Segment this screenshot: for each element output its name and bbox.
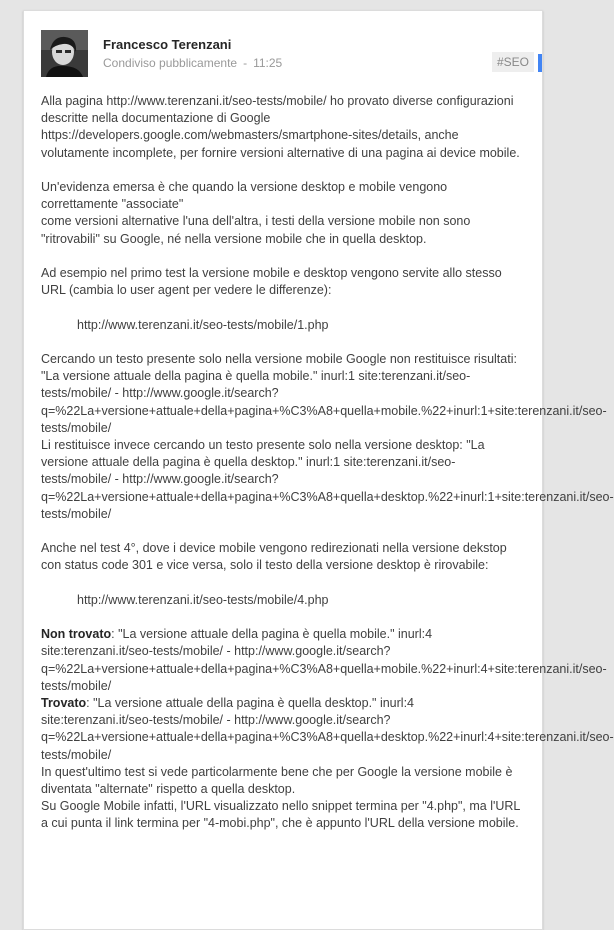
paragraph-4b: Li restituisce invece cercando un testo presente solo nella versione desktop: "La versione attuale della pagina è quella desktop." inurl:1 site:terenzani.it/seo-tests/mobile/ - http://www.google.it/search?q=%22La+versione+attuale+della+pagina+%C3%A8+quella+desktop.%22+inurl:1+site:terenzani.it/seo-tests/mobile/ bbox=[41, 438, 614, 521]
author-name[interactable]: Francesco Terenzani bbox=[103, 37, 232, 52]
paragraph-6b: Su Google Mobile infatti, l'URL visualizzato nello snippet termina per "4.php", ma l'URL a cui punta il link termina per "4-mobi.php", che è appunto l'URL della versione mobile. bbox=[41, 799, 520, 831]
post-meta bbox=[103, 56, 282, 70]
paragraph-3: Ad esempio nel primo test la versione mobile e desktop vengono servite allo stesso URL (cambia lo user agent per vedere le differenze): bbox=[41, 266, 502, 298]
found-label: Trovato bbox=[41, 696, 87, 710]
post-card bbox=[23, 10, 614, 930]
paragraph-2a: Un'evidenza emersa è che quando la versione desktop e mobile vengono correttamente "associate" bbox=[41, 180, 448, 212]
not-found-text: : "La versione attuale della pagina è quella mobile." inurl:4 site:terenzani.it/seo-tests/mobile/ - http://www.google.it/search?q=%22La+versione+attuale+della+pagina+%C3%A8+quella+mobile.%22+inurl:4+site:terenzani.it/seo-tests/mobile/ bbox=[41, 627, 607, 693]
avatar-photo-icon bbox=[41, 30, 88, 77]
link-test-4[interactable]: http://www.terenzani.it/seo-tests/mobile/4.php bbox=[77, 592, 329, 607]
paragraph-1: Alla pagina http://www.terenzani.it/seo-tests/mobile/ ho provato diverse configurazioni descritte nella documentazione di Google https://developers.google.com/webmasters/smartphone-sites/details, anche volutamente incomplete, per fornire versioni alternative di una pagina ai device mobile. bbox=[41, 94, 520, 160]
not-found-label: Non trovato bbox=[41, 627, 112, 642]
post-header bbox=[41, 30, 542, 80]
paragraph-found bbox=[41, 695, 614, 764]
hashtag-accent-bar bbox=[538, 54, 542, 72]
hashtag-seo[interactable]: #SEO bbox=[492, 52, 534, 72]
paragraph-4a: Cercando un testo presente solo nella versione mobile Google non restituisce risultati: "La versione attuale della pagina è quella mobile." inurl:1 site:terenzani.it/seo-tests/mobile/ - http://www.google.it/search?q=%22La+versione+attuale+della+pagina+%C3%A8+quella+mobile.%22+inurl:1+site:terenzani.it/seo-tests/mobile/ bbox=[41, 351, 607, 435]
visibility-label[interactable]: Condiviso pubblicamente bbox=[103, 56, 238, 70]
paragraph-5: Anche nel test 4°, dove i device mobile vengono redirezionati nella versione dekstop con status code 301 e vice versa, solo il testo della versione desktop è rirovabile: bbox=[41, 541, 507, 573]
paragraph-2b: come versioni alternative l'una dell'altra, i testi della versione mobile non sono "ritrovabili" su Google, né nella versione mobile che in quella desktop. bbox=[41, 214, 471, 246]
avatar[interactable] bbox=[41, 30, 88, 77]
paragraph-not-found bbox=[41, 626, 607, 695]
paragraph-6a: In quest'ultimo test si vede particolarmente bene che per Google la versione mobile è diventata "alternate" rispetto a quella desktop. bbox=[41, 764, 513, 797]
post-body bbox=[41, 93, 614, 833]
meta-separator: - bbox=[243, 56, 248, 70]
found-text: : "La versione attuale della pagina è quella desktop." inurl:4 site:terenzani.it/seo-tests/mobile/ - http://www.google.it/search?q=%22La+versione+attuale+della+pagina+%C3%A8+quella+desktop.%22+inurl:4+site:terenzani.it/seo-tests/mobile/ bbox=[41, 696, 614, 762]
link-test-1[interactable]: http://www.terenzani.it/seo-tests/mobile/1.php bbox=[77, 317, 329, 332]
post-time[interactable]: 11:25 bbox=[253, 56, 283, 70]
